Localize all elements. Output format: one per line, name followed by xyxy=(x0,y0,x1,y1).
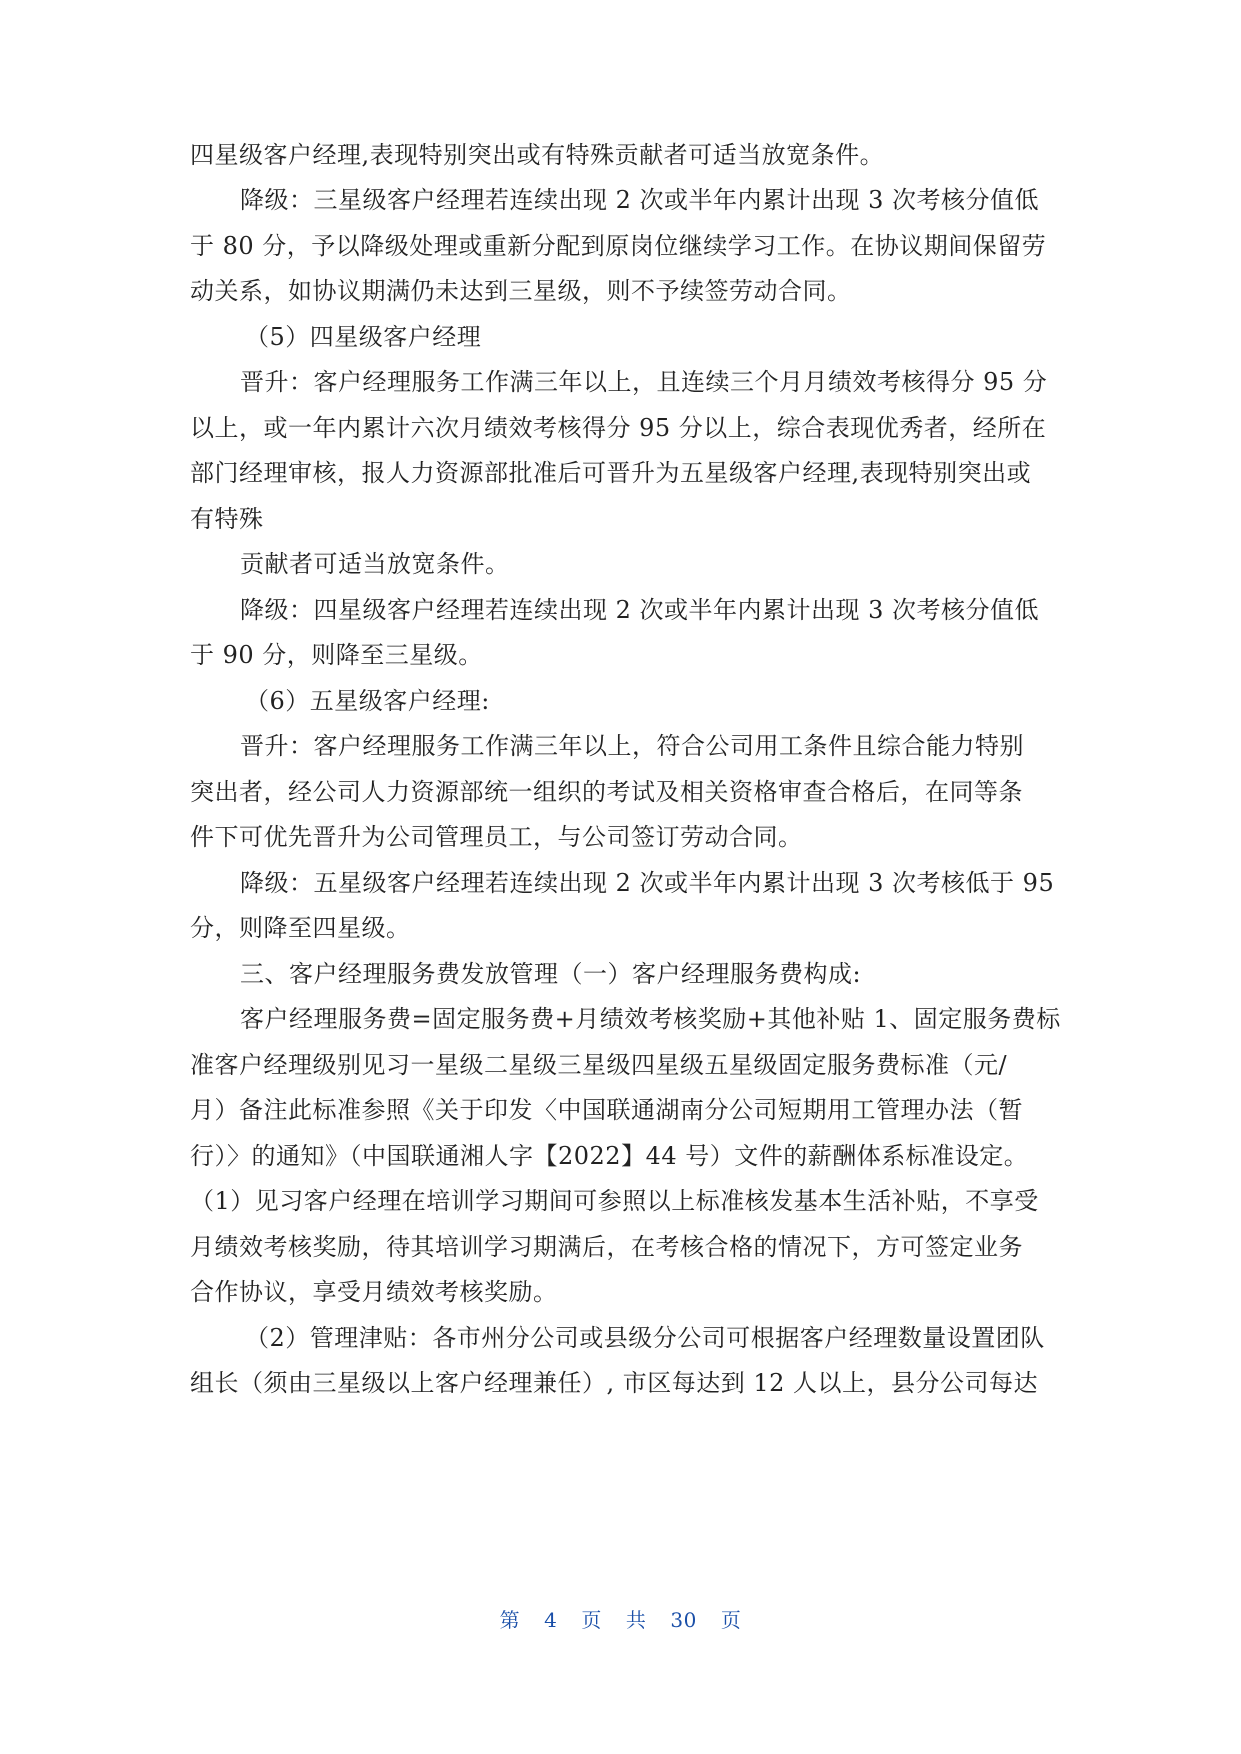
text-line: （2）管理津贴：各市州分公司或县级分公司可根据客户经理数量设置团队 xyxy=(245,1324,1045,1352)
text-line: 晋升：客户经理服务工作满三年以上，且连续三个月月绩效考核得分 95 分 xyxy=(240,368,1048,396)
text-line: 件下可优先晋升为公司管理员工，与公司签订劳动合同。 xyxy=(190,823,803,851)
text-line: 晋升：客户经理服务工作满三年以上，符合公司用工条件且综合能力特别 xyxy=(240,732,1024,760)
text-line: 准客户经理级别见习一星级二星级三星级四星级五星级固定服务费标准（元/ xyxy=(190,1051,1008,1079)
footer-di: 第 xyxy=(499,1608,521,1632)
text-line: 四星级客户经理,表现特别突出或有特殊贡献者可适当放宽条件。 xyxy=(190,141,885,169)
text-line: 降级：四星级客户经理若连续出现 2 次或半年内累计出现 3 次考核分值低 xyxy=(240,596,1040,624)
text-line: 以上，或一年内累计六次月绩效考核得分 95 分以上，综合表现优秀者，经所在 xyxy=(190,414,1047,442)
footer-gong: 共 xyxy=(625,1608,647,1632)
page-total: 30 xyxy=(670,1608,697,1632)
text-line: 部门经理审核，报人力资源部批准后可晋升为五星级客户经理,表现特别突出或 xyxy=(190,459,1032,487)
text-line: 贡献者可适当放宽条件。 xyxy=(240,550,510,578)
text-line: 于 80 分，予以降级处理或重新分配到原岗位继续学习工作。在协议期间保留劳 xyxy=(190,232,1047,260)
text-line: 行）〉的通知》（中国联通湘人字【2022】44 号）文件的薪酬体系标准设定。 xyxy=(190,1142,1029,1170)
section-heading: （6）五星级客户经理: xyxy=(245,687,490,715)
text-line: 于 90 分，则降至三星级。 xyxy=(190,641,483,669)
text-line: 动关系，如协议期满仍未达到三星级，则不予续签劳动合同。 xyxy=(190,277,852,305)
page-footer xyxy=(0,1607,1241,1633)
text-line: 月绩效考核奖励，待其培训学习期满后，在考核合格的情况下，方可签定业务 xyxy=(190,1233,1023,1261)
section-heading: 三、客户经理服务费发放管理（一）客户经理服务费构成: xyxy=(240,960,862,988)
text-line: 分，则降至四星级。 xyxy=(190,914,411,942)
text-line: 客户经理服务费=固定服务费+月绩效考核奖励+其他补贴 1、固定服务费标 xyxy=(240,1005,1061,1033)
text-line: 有特殊 xyxy=(190,505,264,533)
text-line: 月）备注此标准参照《关于印发〈中国联通湖南分公司短期用工管理办法（暂 xyxy=(190,1096,1023,1124)
footer-ye2: 页 xyxy=(720,1608,742,1632)
text-line: 组长（须由三星级以上客户经理兼任）, 市区每达到 12 人以上，县分公司每达 xyxy=(190,1369,1039,1397)
page-current: 4 xyxy=(544,1608,558,1632)
section-heading: （5）四星级客户经理 xyxy=(245,323,482,351)
footer-ye: 页 xyxy=(581,1608,602,1632)
text-line: 突出者，经公司人力资源部统一组织的考试及相关资格审查合格后，在同等条 xyxy=(190,778,1023,806)
text-line: （1）见习客户经理在培训学习期间可参照以上标准核发基本生活补贴，不享受 xyxy=(190,1187,1039,1215)
text-line: 合作协议，享受月绩效考核奖励。 xyxy=(190,1278,558,1306)
text-line: 降级：五星级客户经理若连续出现 2 次或半年内累计出现 3 次考核低于 95 xyxy=(240,869,1055,897)
text-line: 降级：三星级客户经理若连续出现 2 次或半年内累计出现 3 次考核分值低 xyxy=(240,186,1040,214)
